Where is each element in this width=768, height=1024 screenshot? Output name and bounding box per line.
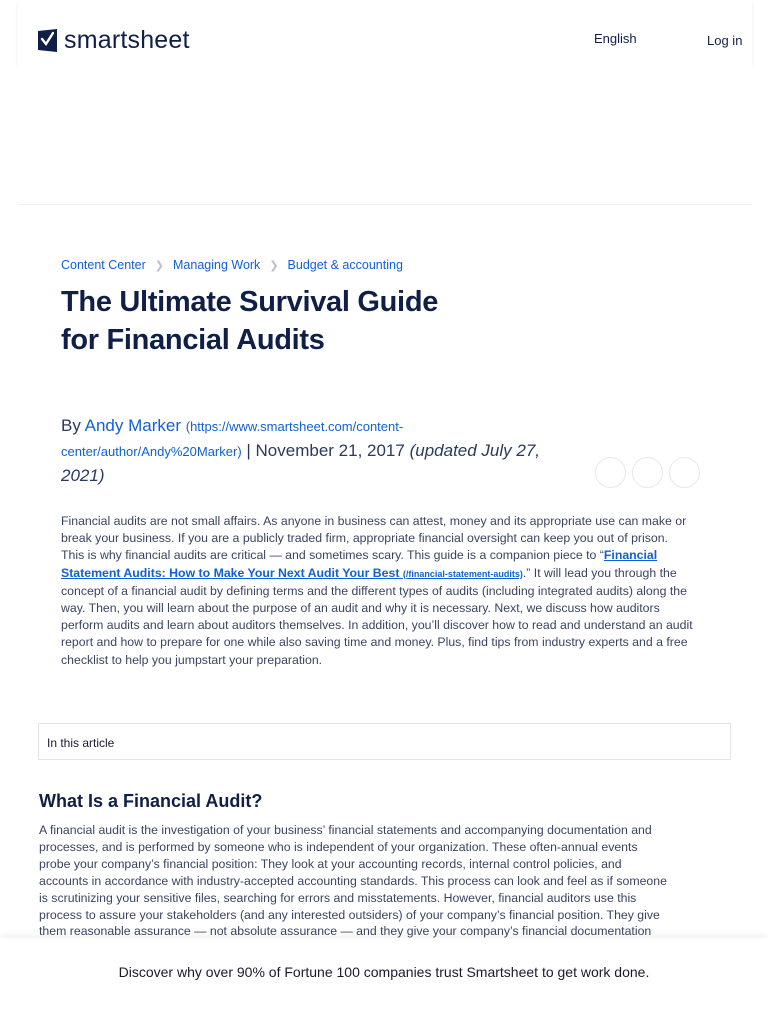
byline-prefix: By bbox=[61, 416, 85, 435]
intro-text-start: Financial audits are not small affairs. As anyone in business can attest, money and its appropriate use can make or break your business. If you are a publicly traded firm, appropriate financial oversight can keep you out of prison. This is why financial audits are critical — and sometimes scary. This guide is a companion piece to “ bbox=[61, 514, 687, 563]
breadcrumb-content-center[interactable]: Content Center bbox=[61, 258, 146, 272]
share-button-3[interactable] bbox=[669, 457, 700, 488]
page-title: The Ultimate Survival Guide for Financial Audits bbox=[61, 286, 439, 356]
share-button-1[interactable] bbox=[595, 457, 626, 488]
byline bbox=[61, 414, 561, 488]
smartsheet-logo-icon bbox=[38, 29, 57, 52]
intro-text-end: .” It will lead you through the concept of a financial audit by defining terms and the different types of audits (including integrated audits) along the way. Then, you will learn about the purpose of an audit and why it is necessary. Next, we discuss how auditors perform audits and learn about auditors themselves. In addition, you’ll discover how to read and understand an audit report and how to prepare for one while also saving time and money. Plus, find tips from industry experts and a free checklist to help you jumpstart your preparation. bbox=[61, 565, 693, 667]
share-button-2[interactable] bbox=[632, 457, 663, 488]
login-link[interactable]: Log in bbox=[707, 33, 743, 48]
toc-label: In this article bbox=[47, 736, 115, 750]
smartsheet-logo[interactable] bbox=[38, 26, 190, 55]
intro-paragraph bbox=[61, 513, 693, 669]
chevron-right-icon: ❯ bbox=[154, 259, 164, 272]
author-link[interactable]: Andy Marker bbox=[84, 416, 181, 435]
section-heading: What Is a Financial Audit? bbox=[39, 791, 263, 811]
breadcrumb bbox=[61, 258, 403, 272]
footer-banner-text[interactable]: Discover why over 90% of Fortune 100 companies trust Smartsheet to get work done. bbox=[118, 964, 650, 980]
language-selector[interactable]: English bbox=[594, 31, 637, 46]
author-url[interactable]: (https://www.smartsheet.com/content-center/author/Andy%20Marker) bbox=[61, 419, 404, 459]
updated-date: (updated July 27, 2021) bbox=[61, 441, 541, 485]
byline-separator: | bbox=[241, 441, 256, 460]
publish-date: November 21, 2017 bbox=[255, 441, 405, 460]
in-this-article-toggle[interactable] bbox=[38, 723, 731, 760]
breadcrumb-budget-accounting[interactable]: Budget & accounting bbox=[287, 258, 403, 272]
breadcrumb-managing-work[interactable]: Managing Work bbox=[173, 258, 261, 272]
link-text: Financial Statement Audits: How to Make Your Next Audit Your Best bbox=[61, 548, 658, 580]
link-url: (/financial-statement-audits) bbox=[402, 568, 523, 579]
footer-banner bbox=[0, 938, 768, 1024]
logo-text: smartsheet bbox=[64, 26, 190, 54]
section-body: A financial audit is the investigation of your business’ financial statements and accompanying documentation and processes, and is performed by someone who is independent of your organization. These often-annual events probe your company’s financial position: They look at your accounting records, internal control policies, and accounts in accordance with industry-accepted accounting standards. This process can look and feel as if someone is scrutinizing your sensitive files, searching for errors and misstatements. However, financial auditors use this process to assure your stakeholders (and any interested outsiders) of your company’s financial position. They give them reasonable assurance — not absolute assurance — and they give your company’s financial documentation bbox=[39, 823, 667, 939]
chevron-right-icon: ❯ bbox=[269, 259, 279, 272]
ad-space bbox=[18, 64, 752, 205]
share-buttons bbox=[595, 457, 700, 488]
site-header bbox=[18, 0, 752, 64]
